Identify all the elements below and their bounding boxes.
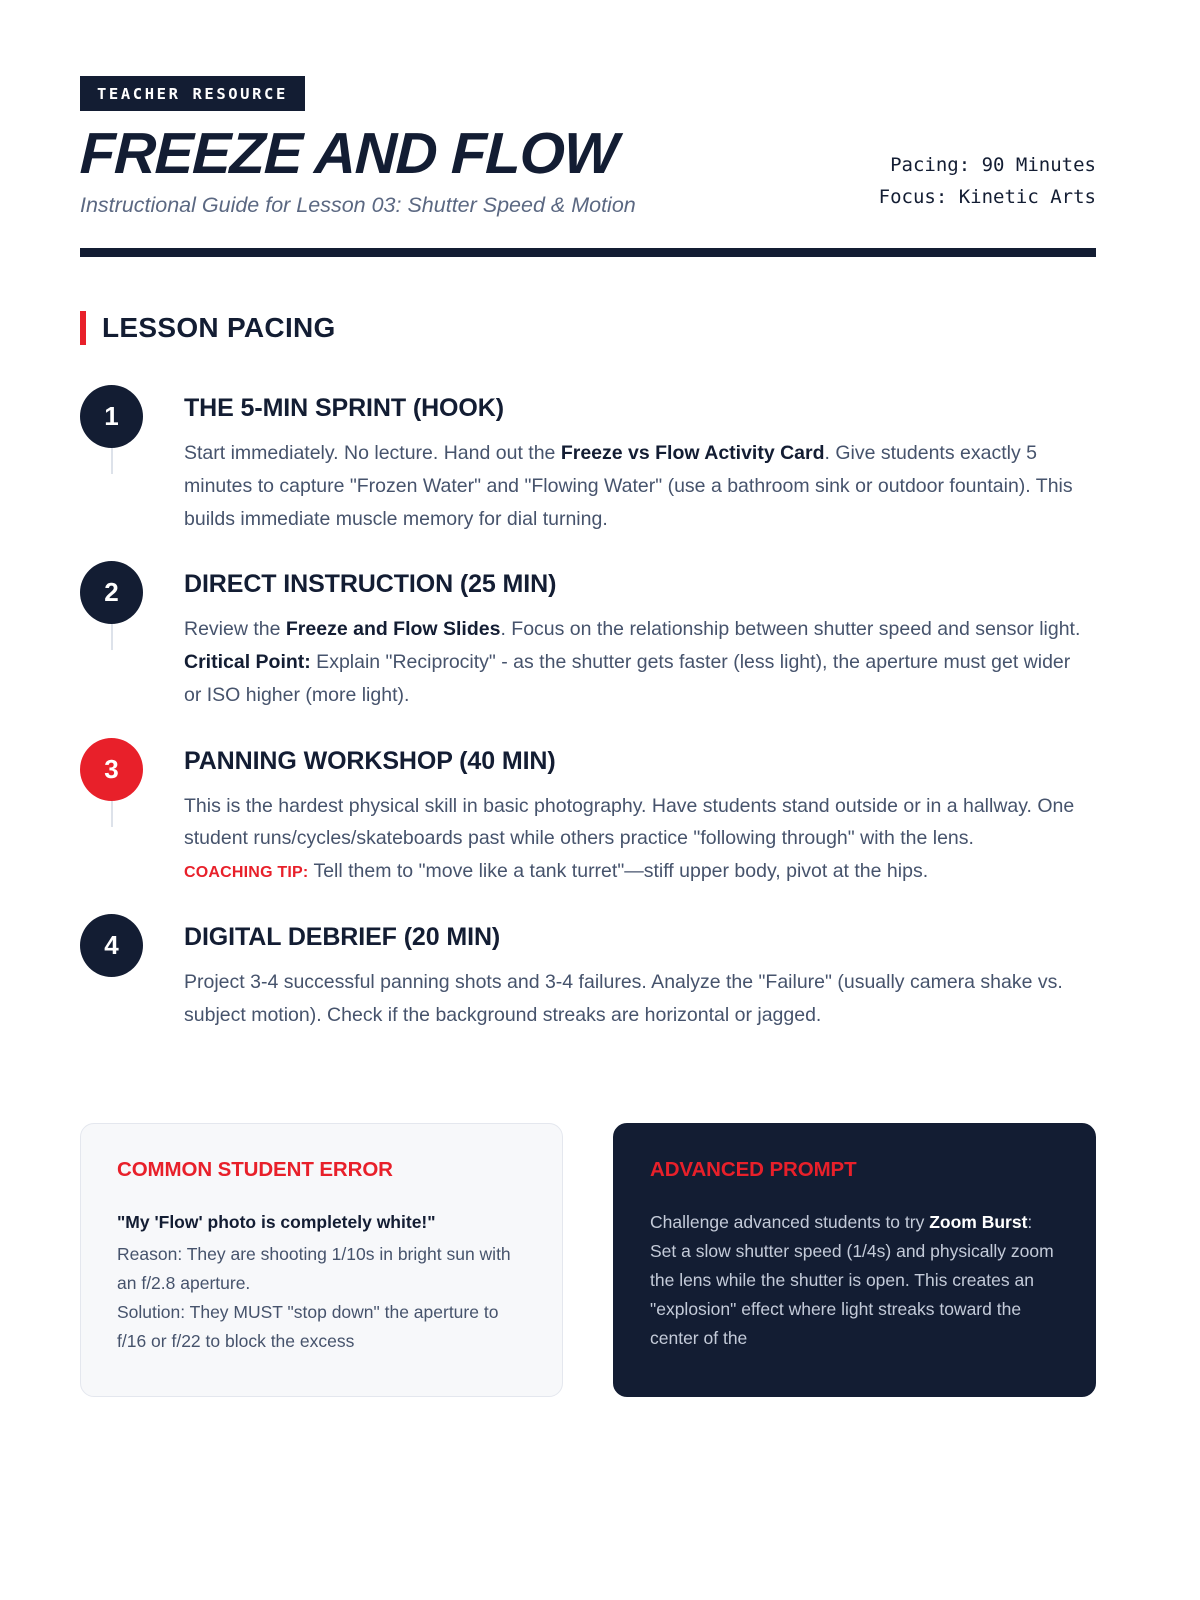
step-body [184, 385, 1096, 535]
error-quote: "My 'Flow' photo is completely white!" [117, 1212, 436, 1233]
section-accent-bar [80, 311, 86, 345]
step-connector-line [111, 801, 113, 827]
list-item [80, 914, 1096, 1058]
step-marker [80, 914, 184, 977]
card-advanced-prompt [613, 1123, 1096, 1397]
step-text-a: This is the hardest physical skill in basic photography. Have students stand outside or in a hallway. One student runs/cycles/skateboards past while others practice "following through" with the lens. [184, 794, 1075, 850]
page-title: FREEZE AND FLOW [78, 121, 619, 186]
list-item [80, 561, 1096, 737]
step-text-c: Explain "Reciprocity" - as the shutter gets faster (less light), the aperture must get wider or ISO higher (more light). [184, 651, 1071, 706]
step-title: PANNING WORKSHOP (40 MIN) [184, 746, 556, 775]
step-description [184, 790, 1088, 888]
step-description: Project 3-4 successful panning shots and 3-4 failures. Analyze the "Failure" (usually camera shake vs. subject motion). Check if the background streaks are horizontal or jagged. [184, 970, 1063, 1026]
section-header-lesson-pacing [80, 311, 1096, 345]
step-marker [80, 385, 184, 448]
callout-cards [80, 1123, 1096, 1397]
header-divider [80, 248, 1096, 257]
coaching-tip-label: COACHING TIP: [184, 864, 309, 881]
card-body [650, 1208, 1059, 1353]
step-body [184, 561, 1096, 711]
advanced-strong-a: Zoom Burst [929, 1212, 1028, 1233]
header-meta [879, 149, 1096, 218]
step-text-b: . Focus on the relationship between shutter speed and sensor light. [500, 618, 1081, 641]
step-title: DIGITAL DEBRIEF (20 MIN) [184, 922, 501, 951]
advanced-text-a: Challenge advanced students to try [650, 1212, 930, 1233]
error-solution: Solution: They MUST "stop down" the aperture to f/16 or f/22 to block the excess [117, 1302, 499, 1352]
error-reason: Reason: They are shooting 1/10s in bright sun with an f/2.8 aperture. [117, 1244, 511, 1294]
step-body [184, 738, 1096, 888]
document-header [80, 76, 1096, 218]
meta-pacing: Pacing: 90 Minutes [890, 153, 1096, 176]
step-description [184, 613, 1088, 711]
card-title: COMMON STUDENT ERROR [117, 1158, 393, 1182]
step-number-badge: 1 [80, 385, 143, 448]
step-text-a: Review the [184, 618, 286, 641]
advanced-text-b: : Set a slow shutter speed (1/4s) and physically zoom the lens while the shutter is open. This creates an "explosion" effect where light streaks toward the center of the [650, 1212, 1054, 1349]
step-title: DIRECT INSTRUCTION (25 MIN) [184, 570, 557, 599]
section-title: LESSON PACING [102, 312, 336, 343]
step-connector-line [111, 624, 113, 650]
list-item [80, 738, 1096, 914]
step-text-a: Start immediately. No lecture. Hand out the [184, 442, 561, 464]
step-lead-label: Critical Point: [184, 651, 311, 673]
card-body [117, 1208, 526, 1356]
step-number-badge: 4 [80, 914, 143, 977]
step-marker [80, 561, 184, 624]
header-left [80, 76, 636, 218]
coaching-tip-text: Tell them to "move like a tank turret"—stiff upper body, pivot at the hips. [308, 860, 929, 882]
step-strong-a: Freeze vs Flow Activity Card [560, 442, 825, 464]
step-title: THE 5-MIN SPRINT (HOOK) [184, 394, 504, 422]
page-subtitle: Instructional Guide for Lesson 03: Shutter Speed & Motion [80, 193, 636, 217]
step-marker [80, 738, 184, 801]
meta-focus: Focus: Kinetic Arts [878, 186, 1096, 209]
step-body [184, 914, 1096, 1032]
resource-badge: TEACHER RESOURCE [80, 76, 305, 111]
list-item [80, 385, 1096, 561]
step-text-b: . Give students exactly 5 minutes to capture "Frozen Water" and "Flowing Water" (use a bathroom sink or outdoor fountain). This builds immediate muscle memory for dial turning. [184, 442, 1073, 530]
step-number-badge: 2 [80, 561, 143, 624]
step-connector-line [111, 448, 113, 474]
step-description [184, 437, 1088, 535]
step-number-badge: 3 [80, 738, 143, 801]
lesson-steps-list [80, 385, 1096, 1057]
step-strong-a: Freeze and Flow Slides [285, 618, 501, 641]
card-common-student-error [80, 1123, 563, 1397]
card-title: ADVANCED PROMPT [650, 1158, 857, 1182]
